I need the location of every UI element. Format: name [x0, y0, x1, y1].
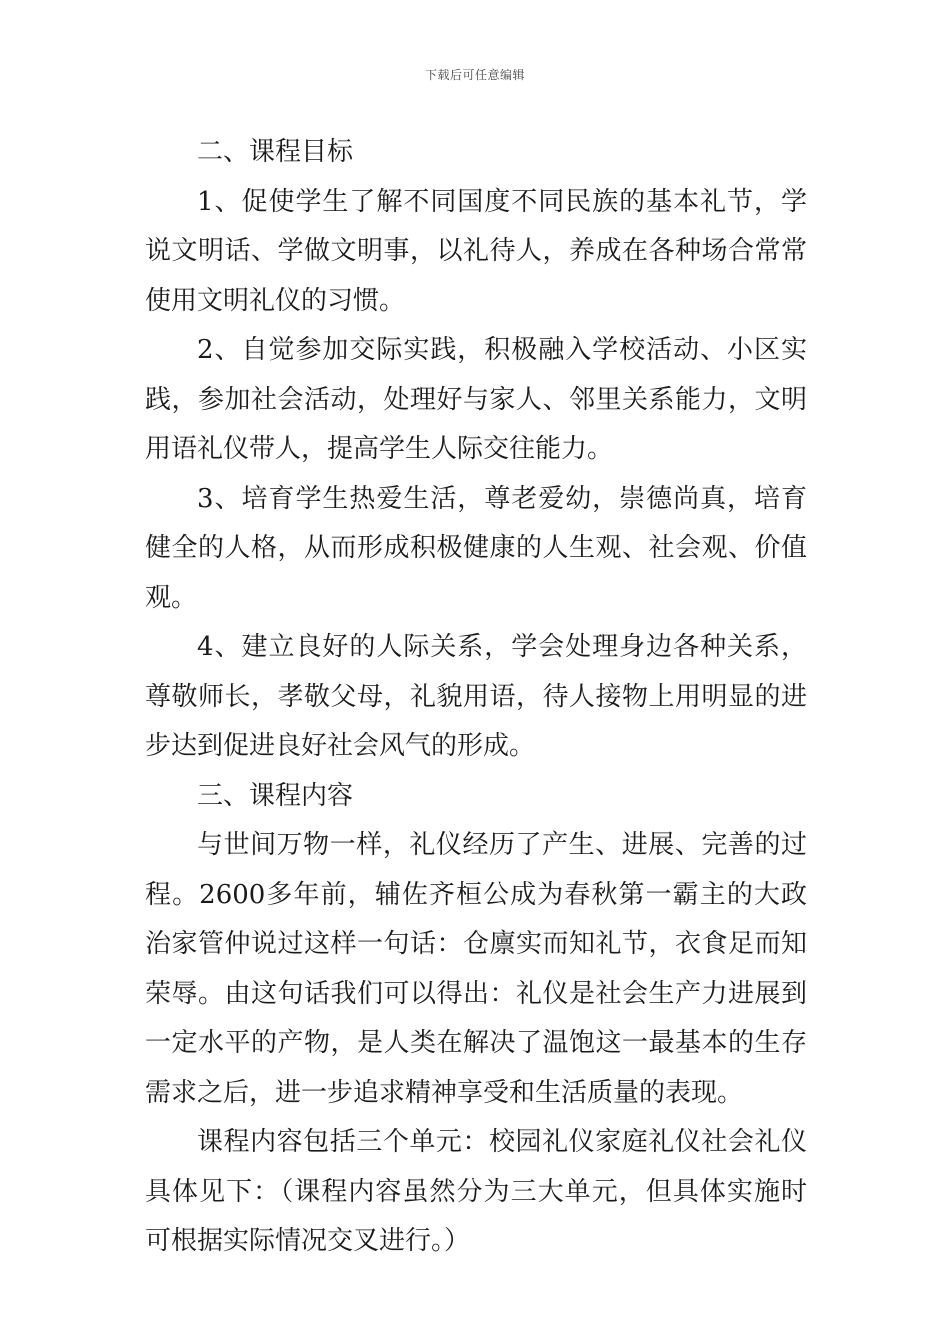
section-heading-course-content: 三、课程内容: [197, 780, 354, 811]
content-paragraph-1: 与世间万物一样，礼仪经历了产生、进展、完善的过程。2600多年前，辅佐齐桓公成为春秋第一霸主的大政治家管仲说过这样一句话：仓廪实而知礼节，衣食足而知荣辱。由这句话我们可以得出：礼仪是社会生产力进展到一定水平的产物，是人类在解决了温饱这一最基本的生存需求之后，进一步追求精神享受和生活质量的表现。: [145, 830, 807, 1108]
goal-paragraph-4: 4、建立良好的人际关系，学会处理身边各种关系，尊敬师长，孝敬父母，礼貌用语，待人接物上用明显的进步达到促进良好社会风气的形成。: [145, 632, 807, 761]
document-body: [145, 128, 807, 1267]
goal-paragraph-2: 2、自觉参加交际实践，积极融入学校活动、小区实践，参加社会活动，处理好与家人、邻里关系能力，文明用语礼仪带人，提高学生人际交往能力。: [145, 335, 807, 464]
section-heading-course-goals: 二、课程目标: [197, 137, 354, 167]
goal-paragraph-3: 3、培育学生热爱生活，尊老爱幼，崇德尚真，培育健全的人格，从而形成积极健康的人生观、社会观、价值观。: [145, 483, 807, 613]
content-paragraph-2: 课程内容包括三个单元：校园礼仪家庭礼仪社会礼仪具体见下：（课程内容虽然分为三大单元，但具体实施时可根据实际情况交叉进行。）: [145, 1127, 807, 1256]
goal-paragraph-1: 1、促使学生了解不同国度不同民族的基本礼节，学说文明话、学做文明事，以礼待人，养成在各种场合常常使用文明礼仪的习惯。: [145, 186, 807, 316]
page-header: 下载后可任意编辑: [424, 68, 525, 82]
